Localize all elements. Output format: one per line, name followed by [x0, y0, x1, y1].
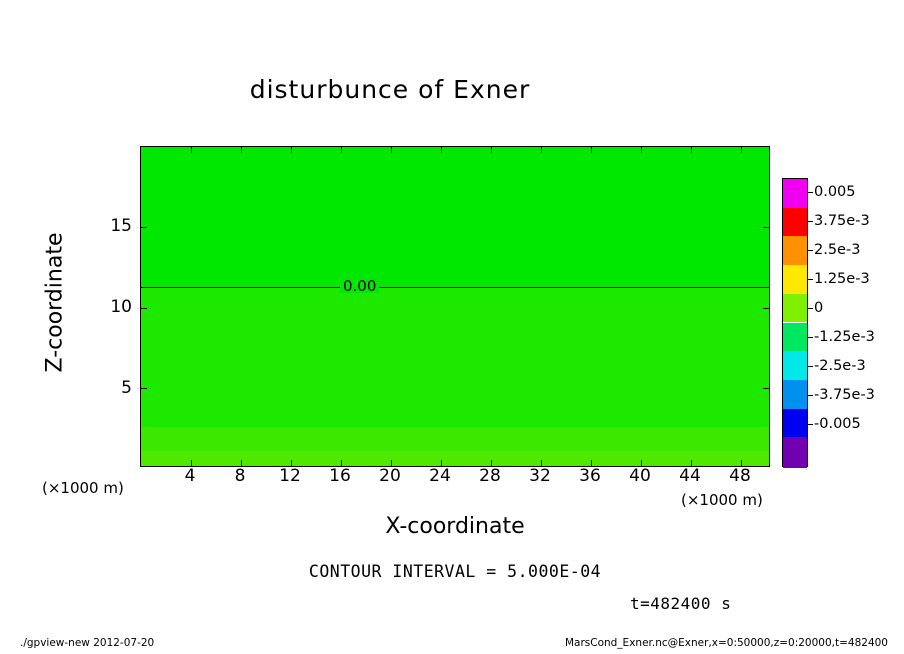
page-title: disturbunce of Exner — [249, 75, 531, 104]
y-tick-right — [763, 388, 769, 389]
colorbar-cell — [783, 380, 807, 409]
x-tick-label: 12 — [279, 466, 301, 486]
x-units-right: (×1000 m) — [681, 491, 763, 509]
y-tick-left — [141, 308, 147, 309]
colorbar-tick — [808, 366, 813, 367]
colorbar-tick — [808, 395, 813, 396]
y-axis-title: Z-coordinate — [42, 232, 68, 373]
colorbar-tick — [808, 192, 813, 193]
colorbar-label: 1.25e-3 — [814, 271, 870, 287]
y-tick-left — [141, 388, 147, 389]
x-tick-top — [591, 147, 592, 153]
colorbar-label: -0.005 — [814, 416, 861, 432]
x-tick-label: 24 — [429, 466, 451, 486]
colorbar-tick — [808, 279, 813, 280]
x-tick-top — [641, 147, 642, 153]
x-tick-top — [391, 147, 392, 153]
colorbar-label: -3.75e-3 — [814, 387, 875, 403]
x-tick-top — [341, 147, 342, 153]
colorbar-tick — [808, 424, 813, 425]
y-tick-left — [141, 227, 147, 228]
x-tick-top — [541, 147, 542, 153]
x-tick-top — [441, 147, 442, 153]
colorbar-cell — [783, 437, 807, 468]
x-tick-label: 32 — [529, 466, 551, 486]
colorbar-tick — [808, 250, 813, 251]
contour-line-zero — [141, 287, 769, 288]
x-axis-title: X-coordinate — [385, 514, 525, 539]
contour-band-lower — [141, 427, 769, 451]
colorbar-label: -2.5e-3 — [814, 358, 866, 374]
x-tick-label: 28 — [479, 466, 501, 486]
timestamp-label: t=482400 s — [630, 594, 732, 613]
contour-label-zero: 0.00 — [340, 279, 379, 293]
x-tick-label: 48 — [729, 466, 751, 486]
colorbar-label: 0.005 — [814, 184, 856, 200]
y-tick-right — [763, 227, 769, 228]
x-tick-top — [691, 147, 692, 153]
colorbar-tick — [808, 337, 813, 338]
colorbar-label: -1.25e-3 — [814, 329, 875, 345]
colorbar-tick — [808, 221, 813, 222]
x-tick-label: 8 — [234, 466, 246, 486]
x-tick-label: 36 — [579, 466, 601, 486]
y-tick-right — [763, 308, 769, 309]
colorbar-label: 0 — [814, 300, 824, 316]
x-tick-label: 44 — [679, 466, 701, 486]
y-tick-label: 10 — [110, 297, 132, 317]
x-tick-label: 4 — [184, 466, 196, 486]
y-tick-label: 5 — [121, 378, 132, 398]
colorbar-cell — [783, 265, 807, 294]
colorbar-cell — [783, 409, 807, 438]
x-tick-top — [241, 147, 242, 153]
x-units-left: (×1000 m) — [42, 479, 124, 497]
colorbar-cell — [783, 179, 807, 208]
colorbar — [782, 178, 808, 467]
colorbar-label: 3.75e-3 — [814, 213, 870, 229]
x-tick-top — [741, 147, 742, 153]
colorbar-cell — [783, 236, 807, 265]
colorbar-cell — [783, 351, 807, 380]
footer-right: MarsCond_Exner.nc@Exner,x=0:50000,z=0:20000,t=482400 — [564, 637, 888, 649]
x-tick-label: 40 — [629, 466, 651, 486]
footer-left: ./gpview-new 2012-07-20 — [20, 637, 155, 649]
contour-band-bottom — [141, 451, 769, 467]
x-tick-label: 20 — [379, 466, 401, 486]
colorbar-tick — [808, 308, 813, 309]
contour-band-mid — [141, 287, 769, 427]
x-tick-top — [291, 147, 292, 153]
colorbar-cell — [783, 294, 807, 323]
contour-interval-note: CONTOUR INTERVAL = 5.000E-04 — [308, 562, 602, 581]
y-tick-label: 15 — [110, 216, 132, 236]
x-tick-top — [491, 147, 492, 153]
plot-area — [140, 146, 770, 467]
colorbar-label: 2.5e-3 — [814, 242, 861, 258]
colorbar-cell — [783, 323, 807, 352]
contour-band-upper — [141, 147, 769, 287]
colorbar-cell — [783, 208, 807, 237]
x-tick-label: 16 — [329, 466, 351, 486]
x-tick-top — [191, 147, 192, 153]
